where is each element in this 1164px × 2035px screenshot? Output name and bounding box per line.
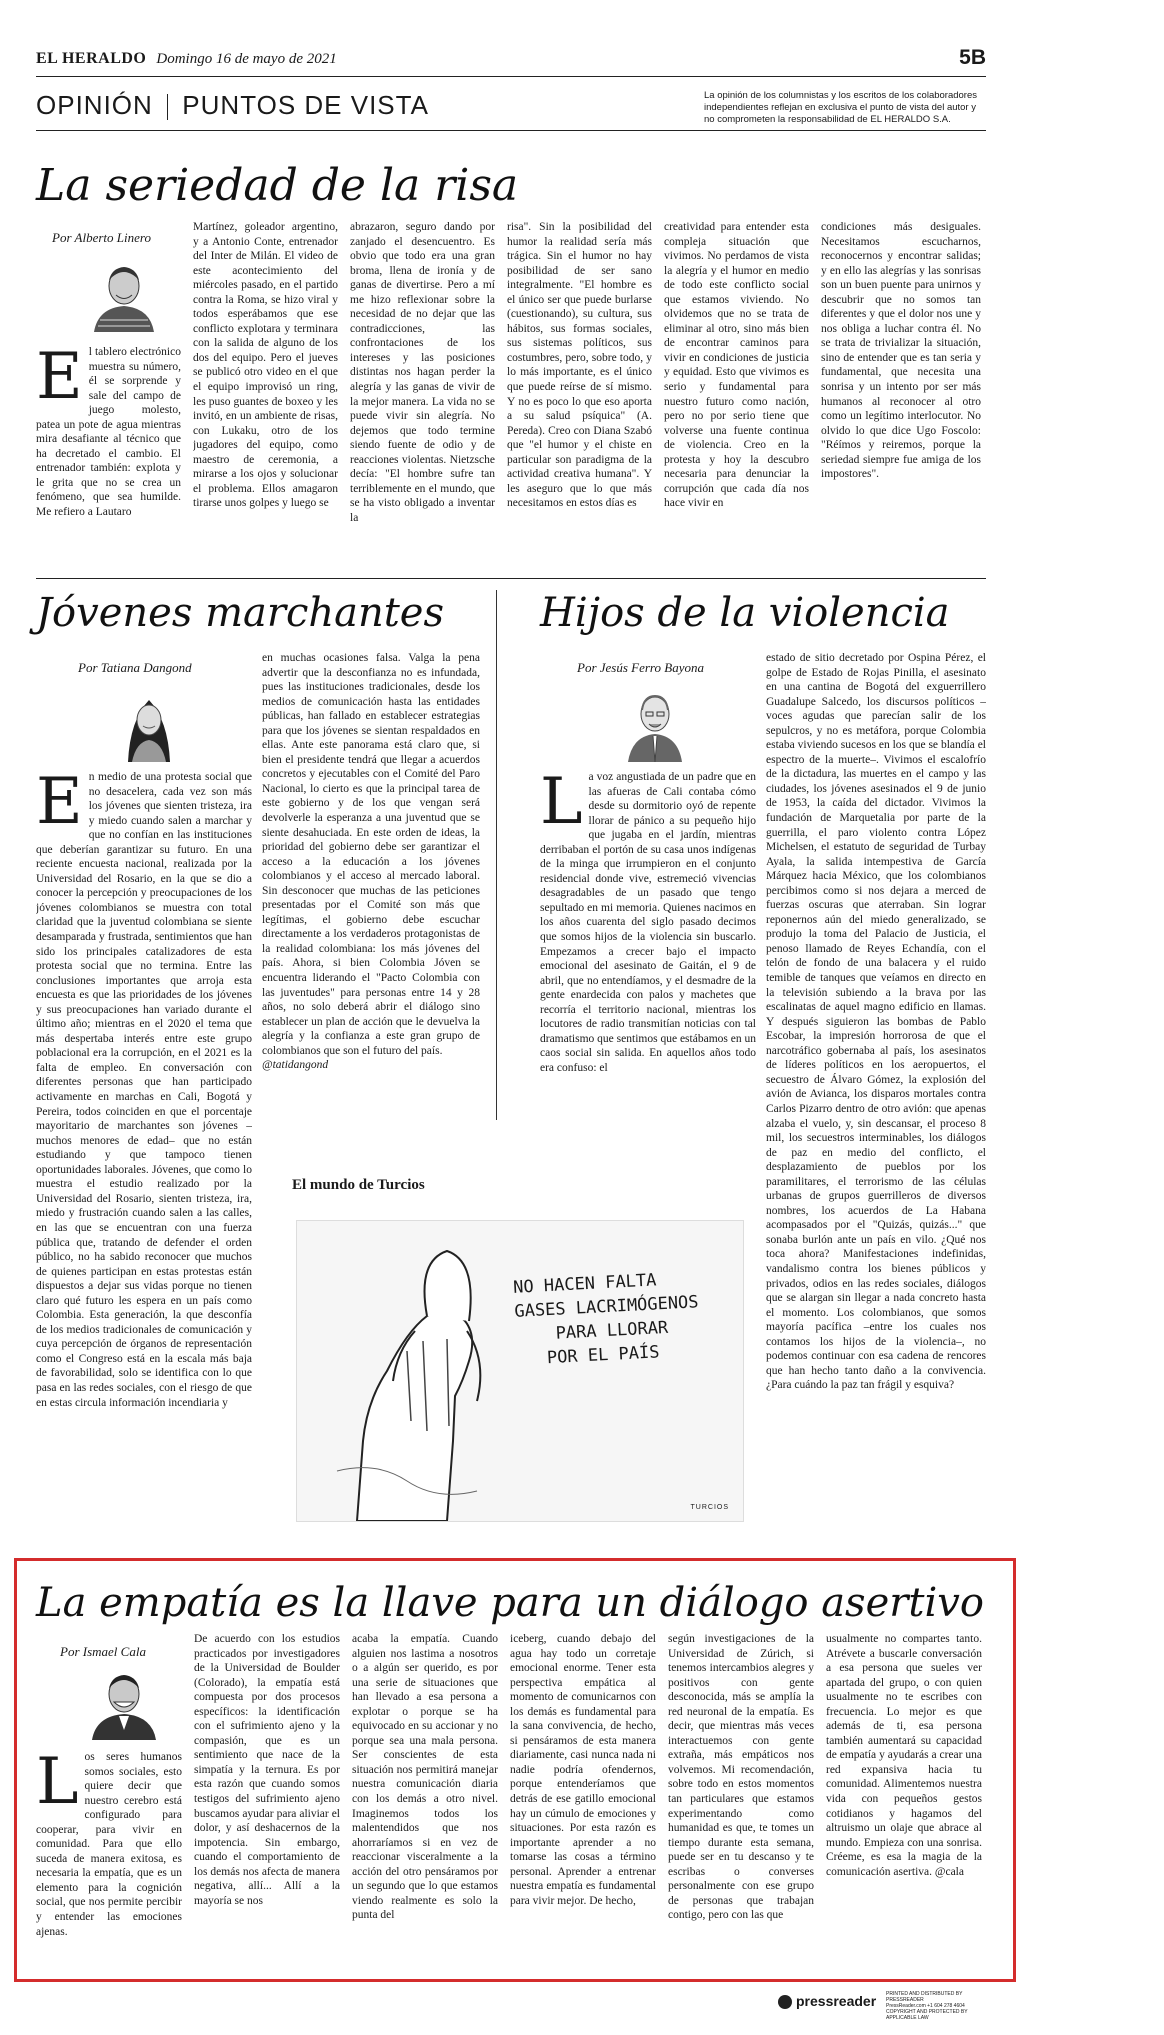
pressreader-brand: pressreader xyxy=(796,1993,877,2009)
drop-cap: E xyxy=(36,770,83,839)
caption-line: NO HACEN FALTA xyxy=(512,1270,657,1298)
pressreader-footer xyxy=(778,1991,988,2021)
section-name: OPINIÓN xyxy=(36,90,153,120)
cartoon-title: El mundo de Turcios xyxy=(292,1177,425,1193)
caption-line: POR EL PAÍS xyxy=(546,1342,660,1369)
notice-line: PRINTED AND DISTRIBUTED BY PRESSREADER xyxy=(886,1991,963,2003)
section-rule xyxy=(36,130,986,131)
issue-date: Domingo 16 de mayo de 2021 xyxy=(156,51,337,67)
author-photo xyxy=(86,250,162,332)
article-column-1 xyxy=(36,345,181,595)
pressreader-icon xyxy=(778,1995,792,2009)
article-column-6: usualmente no compartes tanto. Atrévete a buscarle conversación a esa persona que sueles ver apartada del grupo, o con quien usualmente no te escribes con frecuencia. Lo mejor es que además de ti, esa persona también aumentará su capacidad de empatía y ayudarás a crear una red expansiva hacia tu comunidad. Alimentemos nuestra vida con pequeños gestos cotidianos y hagamos del altruismo un olaje que abrace al mundo. Empieza con una sonrisa. Créeme, es esa la magia de la comunicación asertiva. @cala xyxy=(826,1633,982,1878)
article-column-5: según investigaciones de la Universidad de Zúrich, si tenemos intercambios alegres y positivos con gente desconocida, más se amplía la red neuronal de la empatía. Es decir, que mientras más veces interactuemos con gente extraña, más empáticos nos volvemos. Mi recomendación, sobre todo en estos momentos tan particulares que estamos experimentando como humanidad es que, te tomes un tiempo durante esta semana, puede ser en tu descanso y te escribas o converses personalmente con ese grupo de personas que trabajan contigo, pero con las que xyxy=(668,1633,814,1922)
masthead xyxy=(36,46,986,76)
article-byline: Por Alberto Linero xyxy=(52,230,151,245)
article-column-2: De acuerdo con los estudios practicados por investigadores de la Universidad de Boulder (Colorado), la empatía está compuesta por dos procesos específicos: la identificación con el sufrimiento ajeno y la compasión, que es un sentimiento que nace de la simpatía y la ternura. Es por esta razón que cuando somos testigos del sufrimiento ajeno buscamos ayudar para aliviar el dolor, y así deshacernos de la impotencia. Sin embargo, cuando el comportamiento de los demás nos afecta de manera negativa, allí... Allí a la mayoría se nos xyxy=(194,1633,340,1907)
caption-line: GASES LACRIMÓGENOS xyxy=(513,1292,700,1322)
article-headline: La seriedad de la risa xyxy=(36,160,519,211)
article-headline: La empatía es la llave para un diálogo asertivo xyxy=(36,1580,984,1626)
article-column-4: iceberg, cuando debajo del agua hay todo un corretaje emocional enorme. Tener esta perspectiva empática al momento de comunicarnos con los demás es fundamental para la sana convivencia, de hecho, si pensáramos de esta manera diariamente, casi nunca nada ni nadie podría ofendernos, porque entenderíamos que detrás de ese gatillo emocional hay un cúmulo de emociones y situaciones. Por esta razón es importante aprender a no tomarse las cosas a término personal. Aprender a entrenar nuestra empatía es fundamental para vivir mejor. De hecho, xyxy=(510,1633,656,1907)
article-headline: Jóvenes marchantes xyxy=(36,590,445,636)
section-subname: PUNTOS DE VISTA xyxy=(182,90,429,120)
notice-line: PressReader.com +1 604 278 4604 xyxy=(886,2003,965,2009)
article-column-3: abrazaron, seguro dando por zanjado el desencuentro. Es obvio que todo era una gran broma, llena de ironía y de ganas de divertirse. Pero a mí me hizo reflexionar sobre la necesidad de no dejar que las contradicciones, las confrontaciones de los intereses y las posiciones distintas nos hagan perder la alegría y las ganas de vivir de la mejor manera. La vida no se puede vivir sin alegría. No dejemos que todo termine siendo fuente de odio y de reacciones violentas. Nietzsche decía: "El hombre sufre tan terriblemente en el mundo, que se ha visto obligado a inventar la xyxy=(350,221,495,524)
column-text: os seres humanos somos sociales, esto quiere decir que nuestro cerebro está configurado para cooperar, para vivir en comunidad. Para que ello suceda de manera exitosa, es necesaria la empatía, que es un elemento para la cognición social, que nos permite percibir y entender las emociones ajenas. xyxy=(36,1751,182,1938)
drop-cap: L xyxy=(36,1750,79,1819)
article-byline: Por Tatiana Dangond xyxy=(78,660,192,675)
section-header xyxy=(36,90,429,121)
cartoon-caption xyxy=(513,1266,702,1372)
article-column-2: Martínez, goleador argentino, y a Antonio Conte, entrenador del Inter de Milán. El video de este acontecimiento del miércoles pasado, en el partido contra la Roma, se hizo viral y todos esperábamos que ese conflicto explotara y terminara con la salida de alguno de los dos del equipo. Pero el jueves se publicó otro video en el que el equipo improvisó un ring, les puso guantes de boxeo y les invitó, en un ambiente de risas, con Lukaku, otro de los jugadores del equipo, como maestro de ceremonia, a mirarse a los ojos y solucionar el problema. Ellos amagaron tirarse unos golpes y luego se xyxy=(193,221,338,510)
article-divider xyxy=(36,578,986,579)
author-handle: @tatidangond xyxy=(262,1059,329,1072)
article-column-1 xyxy=(540,770,756,1140)
notice-line: COPYRIGHT AND PROTECTED BY APPLICABLE LAW xyxy=(886,2009,968,2021)
article-column-6: condiciones más desiguales. Necesitamos escucharnos, reconocernos y encontrar salidas; y en ello las alegrías y las sonrisas son un buen puente para unirnos y descubrir que no somos tan diferentes y que el dolor nos une y nos obliga a luchar contra él. No se trata de trivializar la situación, sino de entender que es tan seria y fundamental, que necesita una sonrisa y un intento por ser más humanos al reconocer al otro como un legítimo interlocutor. No olvido lo que dice Ugo Foscolo: "Réímos y reiremos, porque la seriedad siempre fue amiga de los impostores". xyxy=(821,221,981,481)
drop-cap: L xyxy=(540,770,583,839)
column-text: n medio de una protesta social que no desacelera, cada vez son más los jóvenes que sienten tristeza, ira y miedo cuando salen a marchar y que no confían en las instituciones que deberían garantizar su futuro. En una reciente encuesta nacional, realizada por la Universidad del Rosario, en la que se dio a conocer la percepción y preocupaciones de los jóvenes colombianos se muestra con total claridad que la juventud colombiana se siente desamparada y frustrada, sentimientos que han sido los principales catalizadores de esta protesta social que no termina. Entre las conclusiones importantes que arroja esta encuesta es que las prioridades de los jóvenes y sus preocupaciones han variado durante el último año; mientras en el 2020 el tema que más despertaba interés entre este grupo poblacional era la corrupción, en el 2021 es la falta de empleo. En conversación con diferentes personas que han participado activamente en marchas en Cali, Bogotá y Pereira, todos coinciden en que el porcentaje mayoritario de marchantes son jóvenes –muchos menores de edad– que no están estudiando y que tampoco tienen oportunidades laborales. Jóvenes, que como lo muestra el estudio realizado por la Universidad del Rosario, sienten tristeza, ira, miedo y frustración cuando salen a las calles, en las que se encuentran con una fuerza pública que, tratando de defender el orden público, no ha sabido reconocer que muchos de quienes participan en estas protestas están dispuestos a dejar sus vidas porque no tienen claro qué futuro les espera en un país como Colombia. Esta generación, la que desconfía de los medios tradicionales de comunicación y cuya percepción de órganos de representación como el Congreso está en la escala más baja de favorabilidad, solo se identifica con lo que pasa en las redes sociales, con el riesgo de que en estas circula información incendiaria y xyxy=(36,771,252,1409)
editorial-disclaimer: La opinión de los columnistas y los escritos de los colaboradores independientes reflejan en exclusiva el punto de vista del autor y no comprometen la responsabilidad de EL HERALDO S.A. xyxy=(704,90,978,125)
cartoon xyxy=(296,1220,744,1522)
column-text: en muchas ocasiones falsa. Valga la pena advertir que la desconfianza no es infundada, pues las instituciones tradicionales, desde los medios de comunicación hasta las entidades públicas, han fallado en establecer estrategias para que los jóvenes se sientan respaldados en ellas. Ante este panorama está claro que, si bien el presidente tendrá que llegar a acuerdos concretos y ejecutables con el Comité del Paro Nacional, lo cierto es que la principal tarea de este gobierno y de los que vengan será devolverle la esperanza a una juventud que se siente desahuciada. En este orden de ideas, la prioridad del gobierno debe ser garantizar el acceso a la educación a los jóvenes colombianos y el acceso al mercado laboral. Sin desconocer que muchas de las peticiones presentadas por el Comité son más que legítimas, el gobierno debe escuchar directamente a los verdaderos protagonistas de la realidad colombiana: los más jóvenes del país. Ahora, si bien Colombia Jóven se encuentra liderando el "Pacto Colombia con las juventudes" para personas entre 14 y 28 años, no solo deberá abrir el diálogo sino establecer un plan de acción que le devuelva la alegría y la confianza a este gran grupo de colombianos que son el futuro del país. xyxy=(262,652,480,1057)
article-column-1 xyxy=(36,770,252,1540)
article-byline: Por Jesús Ferro Bayona xyxy=(577,660,704,675)
column-text: a voz angustiada de un padre que en las afueras de Cali contaba cómo desde su dormitorio oyó de repente llorar de pánico a su pequeño hijo que jugaba en el jardín, mientras derribaban el portón de su casa unos indígenas de la minga que irrumpieron en el conjunto residencial donde vive, estremeció vivencias desagradables de un pasado que tengo sepultado en mi memoria. Quienes nacimos en los años cuarenta del siglo pasado decimos que somos hijos de la violencia sin buscarlo. Empezamos a crecer bajo el impacto emocional del asesinato de Gaitán, el 9 de abril, que no entendíamos, y el desmadre de la gente enardecida con palos y machetes que recorría el territorio nacional, mientras los locutores de radio transmitían noticias con tal dramatismo que sentimos que estábamos en un caos social sin salida. En aquellos años todo era confuso: el xyxy=(540,771,756,1074)
article-column-2 xyxy=(262,651,480,1131)
pressreader-notice xyxy=(886,1991,988,2021)
article-byline: Por Ismael Cala xyxy=(60,1644,146,1659)
masthead-rule xyxy=(36,76,986,77)
author-photo xyxy=(620,680,690,762)
article-column-2: estado de sitio decretado por Ospina Pérez, el golpe de Estado de Rojas Pinilla, el asesinato en una cantina de Bogotá del exguerrillero Guadalupe Salcedo, los discursos políticos –voces agudas que parecían salir de los sepulcros, y no es metáfora, porque Colombia estaba viviendo sucesos en los que se blandía el espectro de la muerte–. Vivimos el escalofrío de la dictadura, las muertes en el campo y las ciudades, los jóvenes asesinados el 9 de junio de 1953, la caída del dictador. Vivimos la fundación de Marquetalia por parte de la guerrilla, el paro violento contra López Michelsen, el estatuto de seguridad de Turbay Ayala, la salida intempestiva de García Márquez hacia México, que los colombianos percibimos como si nos dejara a merced de fuerzas oscuras que aterraban. Sin lograr reponernos aún del miedo generalizado, se produjo la toma del Palacio de Justicia, el penoso llamado de Reyes Echandía, con el telón de fondo de una balacera y el ruido temible de tanques que veíamos en directo en la televisión subiendo a la brava por las escalinatas de aquel magno edificio en llamas. Y después siguieron las bombas de Pablo Escobar, la impresión horrorosa de que el narcotráfico gobernaba al país, los asesinatos de líderes políticos en los aeropuertos, el secuestro de Álvaro Gómez, la explosión del avión de Avianca, los disparos mortales contra Carlos Pizarro dentro de otro avión: que apenas alzaba el vuelo, y, sin descansar, el proceso 8 mil, los secuestros interminables, los diálogos de paz en medio del conflicto, el desplazamiento de pueblos por los paramilitares, el terrorismo de las células urbanas de grupos guerrilleros de diversos nombres, los acuerdos de La Habana acompasados por el "Quizás, quizás..." que sonaba burlón ante un país en vilo. ¿Qué nos toca ahora? Manifestaciones indefinidas, vandalismo contra los bienes públicos y privados, odios en las redes sociales, diálogos que se alargan sin llegar a nada concreto hasta el momento. Los colombianos, que somos mayoría pacífica –entre los cuales nos contamos los hijos de la violencia–, no podemos continuar con esa cadena de rencores que han hecho tanto daño a la convivencia. ¿Para cuándo la paz tan frágil y esquiva? xyxy=(766,652,986,1392)
article-column-1 xyxy=(36,1750,182,1968)
author-photo xyxy=(86,1660,162,1740)
page-number: 5B xyxy=(959,46,986,69)
newspaper-name: EL HERALDO xyxy=(36,50,147,67)
article-column-5: creatividad para entender esta compleja situación que vivimos. No perdamos de vista la alegría y el humor en medio de todo este conflicto social que estamos viviendo. No olvidemos que no se trata de eliminar al otro, sino más bien de encontrar caminos para vivir en condiciones de justicia y equidad. Esto que vivimos es serio y fundamental para nuestro futuro como nación, pero no por serio tiene que volverse una fuente continua de violencia. Creo en la protesta y hoy la descubro necesaria para denunciar la corrupción que cada día nos hace vivir en xyxy=(664,221,809,510)
article-column-3: acaba la empatía. Cuando alguien nos lastima a nosotros o a algún ser querido, es por una serie de situaciones que han llevado a esa persona a explotar o porque se ha equivocado en su accionar y no porque sea una mala persona. Ser conscientes de esta situación nos permitirá manejar nuestra comunicación diaria con los demás a otro nivel. Imaginemos todos los malentendidos que nos ahorraríamos si en vez de reaccionar visceralmente a la acción del otro pensáramos por un segundo que lo que estamos viendo realmente es solo la punta del xyxy=(352,1633,498,1922)
section-divider xyxy=(167,94,169,120)
drop-cap: E xyxy=(36,345,83,414)
column-divider xyxy=(496,590,497,1120)
article-column-4: risa". Sin la posibilidad del humor la realidad sería más trágica. Sin el humor no hay posibilidad de ser sano integralmente. "El hombre es el único ser que puede burlarse (cuestionando), su cultura, sus hábitos, sus formas sociales, sus sistemas políticos, sus costumbres, pero, sobre todo, y lo más importante, es el único que puede reírse de sí mismo. Y no es poco lo que eso aporta a su salud psíquica" (A. Pereda). Creo con Diana Szabó que "el humor y el chiste en particular son paradigma de la actividad creativa humana". Y les aseguro que lo que más necesitamos en estos días es xyxy=(507,221,652,510)
column-text: l tablero electrónico muestra su número, él se sorprende y sale del campo de juego molesto, patea un pote de agua mientras mira desafiante al técnico que ha decretado el cambio. El entrenador también: explota y le grita que no se crea un fenómeno, que sea humilde. Me refiero a Lautaro xyxy=(36,346,181,519)
caption-line: PARA LLORAR xyxy=(555,1317,669,1344)
cartoon-signature: TURCIOS xyxy=(690,1504,729,1511)
author-photo xyxy=(114,680,184,762)
article-headline: Hijos de la violencia xyxy=(540,590,950,636)
